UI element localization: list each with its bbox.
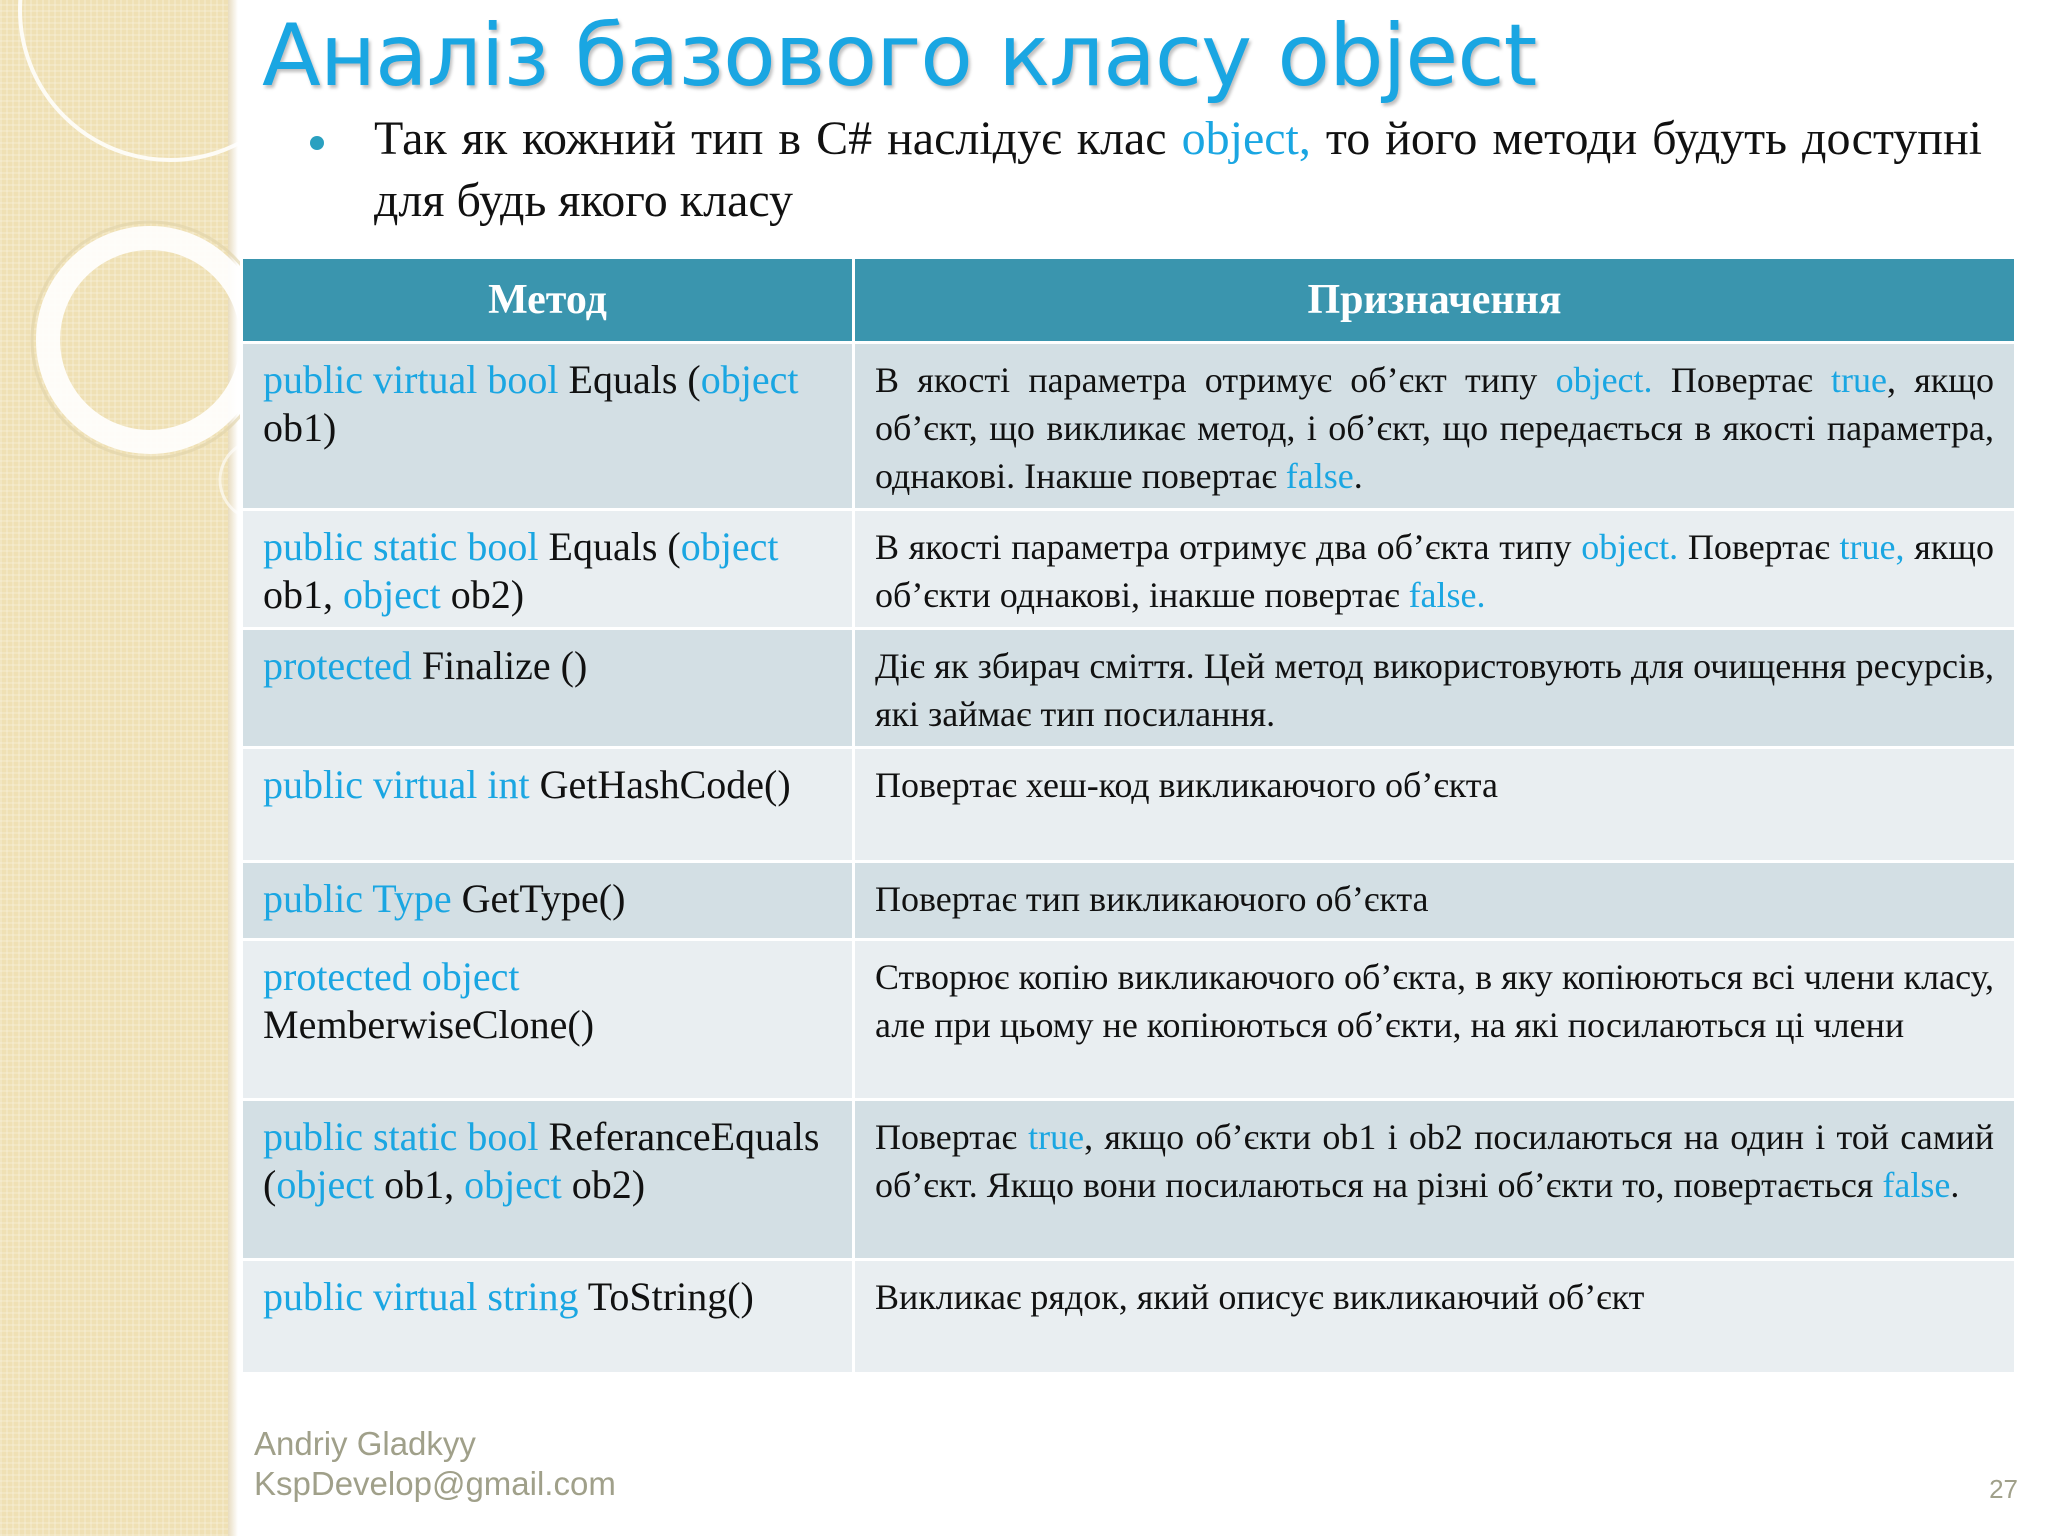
purpose-cell (854, 1100, 2016, 1260)
plain-text: Finalize () (411, 643, 588, 688)
purpose-cell (854, 862, 2016, 940)
plain-text: Повертає тип викликаючого об’єкта (875, 879, 1429, 919)
intro-keyword: object, (1181, 112, 1311, 165)
table-row (242, 1100, 2016, 1260)
plain-text: Діє як збирач сміття. Цей метод використовують для очищення ресурсів, які займає тип посилання. (875, 646, 1994, 734)
purpose-cell (854, 343, 2016, 510)
table-row (242, 940, 2016, 1100)
page-number: 27 (1989, 1474, 2018, 1504)
purpose-cell (854, 1260, 2016, 1374)
plain-text: ob2) (440, 572, 525, 617)
plain-text: GetType() (451, 876, 626, 921)
table-body (242, 343, 2016, 1374)
plain-text: Повертає (1652, 360, 1831, 400)
footer-email: KspDevelop@gmail.com (254, 1465, 616, 1502)
method-cell (242, 343, 854, 510)
purpose-cell (854, 940, 2016, 1100)
method-cell (242, 748, 854, 862)
keyword-text: public virtual string (263, 1274, 579, 1319)
plain-text: Повертає (1678, 527, 1840, 567)
keyword-text: public static bool (263, 1114, 539, 1159)
keyword-text: public static bool (263, 524, 539, 569)
method-cell (242, 862, 854, 940)
method-cell (242, 510, 854, 629)
plain-text: ob1, (374, 1162, 465, 1207)
keyword-text: public Type (263, 876, 452, 921)
keyword-text: true, (1839, 527, 1905, 567)
keyword-text: object (343, 572, 441, 617)
keyword-text: protected object (263, 954, 520, 999)
plain-text: GetHashCode() (529, 762, 791, 807)
method-cell (242, 1260, 854, 1374)
table-header-row (242, 258, 2016, 343)
intro-text-part: Так як кожний тип в C# наслідує клас (374, 112, 1182, 165)
table-row (242, 1260, 2016, 1374)
keyword-text: object (680, 524, 779, 569)
keyword-text: public virtual int (263, 762, 530, 807)
keyword-text: object. (1555, 360, 1653, 400)
keyword-text: object (700, 357, 799, 402)
purpose-cell (854, 748, 2016, 862)
table-row (242, 510, 2016, 629)
plain-text: ReferanceEquals ( (263, 1114, 820, 1207)
plain-text: В якості параметра отримує об’єкт типу (875, 360, 1556, 400)
keyword-text: object (464, 1162, 562, 1207)
plain-text: Equals ( (558, 357, 701, 402)
plain-text: В якості параметра отримує два об’єкта типу (875, 527, 1582, 567)
method-cell (242, 940, 854, 1100)
column-header-method: Метод (242, 258, 854, 343)
intro-text (374, 108, 1982, 232)
table-row (242, 629, 2016, 748)
plain-text: ob1) (263, 405, 337, 450)
method-cell (242, 629, 854, 748)
keyword-text: object (276, 1162, 375, 1207)
plain-text: MemberwiseClone() (263, 1002, 595, 1047)
plain-text: Equals ( (538, 524, 681, 569)
plain-text: . (1353, 456, 1363, 496)
plain-text: ob1, (263, 572, 343, 617)
plain-text: . (1950, 1165, 1960, 1205)
keyword-text: true (1028, 1117, 1085, 1157)
intro-text-part: то його методи будуть доступні для будь якого класу (374, 112, 1983, 227)
plain-text: ob2) (561, 1162, 646, 1207)
plain-text: ToString() (578, 1274, 754, 1319)
keyword-text: public virtual bool (263, 357, 559, 402)
purpose-cell (854, 629, 2016, 748)
keyword-text: false. (1408, 575, 1486, 615)
keyword-text: false (1285, 456, 1354, 496)
purpose-cell (854, 510, 2016, 629)
column-header-purpose: Призначення (854, 258, 2016, 343)
plain-text: Викликає рядок, який описує викликаючий об’єкт (875, 1277, 1645, 1317)
table-row (242, 862, 2016, 940)
keyword-text: object. (1581, 527, 1679, 567)
keyword-text: protected (263, 643, 412, 688)
plain-text: Створює копію викликаючого об’єкта, в яку копіюються всі члени класу, але при цьому не копіюються об’єкти, на які посилаються ці члени (875, 957, 1994, 1045)
table-row (242, 748, 2016, 862)
plain-text: Повертає (875, 1117, 1029, 1157)
plain-text: якщо об’єкти однакові, інакше повертає (875, 527, 1994, 615)
method-cell (242, 1100, 854, 1260)
plain-text: Повертає хеш-код викликаючого об’єкта (875, 765, 1498, 805)
keyword-text: true (1830, 360, 1887, 400)
table-row (242, 343, 2016, 510)
footer-author: Andriy Gladkyy (254, 1425, 476, 1462)
plain-text: , якщо об’єкти ob1 і ob2 посилаються на один і той самий об’єкт. Якщо вони посилаються на різні об’єкти то, повертається (875, 1117, 1995, 1205)
footer (254, 1424, 616, 1504)
plain-text: , якщо об’єкт, що викликає метод, і об’єкт, що передається в якості параметра, однакові. Інакше повертає (875, 360, 1994, 496)
slide-title: Аналіз базового класу object (262, 6, 1537, 106)
bullet-icon (310, 136, 324, 150)
keyword-text: false (1882, 1165, 1951, 1205)
methods-table (240, 256, 2017, 1375)
